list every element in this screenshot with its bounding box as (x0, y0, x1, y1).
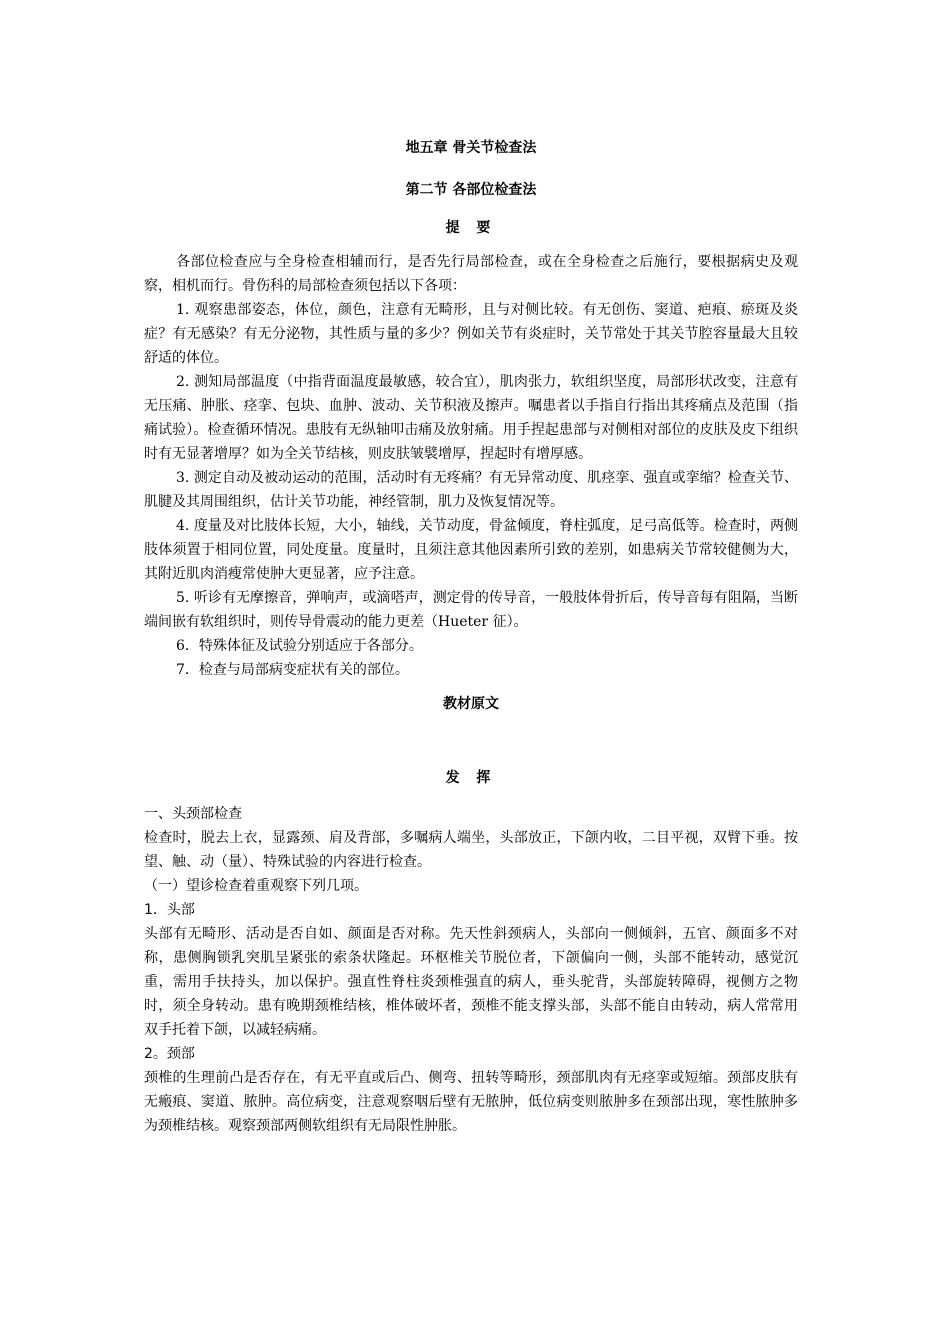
head-paragraph: 头部有无畸形、活动是否自如、颜面是否对称。先天性斜颈病人，头部向一侧倾斜，五官、颜面多不对称，患侧胸锁乳突肌呈紧张的索条状隆起。环枢椎关节脱位者，下颌偏向一侧，头部不能转动，感觉沉重，需用手扶持头，加以保护。强直性脊柱炎颈椎强直的病人，垂头驼背，头部旋转障碍，视侧方之物时，须全身转动。患有晚期颈椎结核，椎体破坏者，颈椎不能支撑头部，头部不能自由转动，病人常常用双手托着下颌，以减轻病痛。 (144, 926, 798, 1038)
summary-intro-paragraph: 各部位检查应与全身检查相辅而行，是否先行局部检查，或在全身检查之后施行，要根据病史及观察，相机而行。骨伤科的局部检查须包括以下各项： (144, 254, 798, 294)
expand-heading: 发 挥 (445, 770, 497, 786)
head-subheading: 1．头部 (144, 902, 195, 918)
head-neck-intro-paragraph: 检查时，脱去上衣，显露颈、肩及背部，多嘱病人端坐，头部放正，下颌内收，二目平视，双臂下垂。按望、触、动（量）、特殊试验的内容进行检查。 (144, 830, 798, 870)
neck-subheading: 2。颈部 (144, 1046, 195, 1062)
chapter-title: 地五章 骨关节检查法 (405, 140, 537, 156)
summary-item: 2. 测知局部温度（中指背面温度最敏感，较合宜），肌肉张力，软组织坚度，局部形状改变，注意有无压痛、肿胀、痉挛、包块、血肿、波动、关节积液及擦声。嘱患者以手指自行指出其疼痛点及范围（指痛试验）。检查循环情况。患肢有无纵轴叩击痛及放射痛。用手捏起患部与对侧相对部位的皮肤及皮下组织时有无显著增厚？如为全关节结核，则皮肤皱襞增厚，捏起时有增厚感。 (144, 374, 798, 462)
neck-paragraph: 颈椎的生理前凸是否存在，有无平直或后凸、侧弯、扭转等畸形，颈部肌肉有无痉挛或短缩。颈部皮肤有无瘢痕、窦道、脓肿。高位病变，注意观察咽后壁有无脓肿，低位病变则脓肿多在颈部出现，寒性脓肿多为颈椎结核。观察颈部两侧软组织有无局限性肿胀。 (144, 1070, 798, 1134)
source-text-heading: 教材原文 (443, 696, 499, 712)
section-title: 第二节 各部位检查法 (405, 182, 537, 198)
head-neck-heading: 一、头颈部检查 (144, 806, 242, 822)
summary-item: 4. 度量及对比肢体长短，大小，轴线，关节动度，骨盆倾度，脊柱弧度，足弓高低等。检查时，两侧肢体须置于相同位置，同处度量。度量时，且须注意其他因素所引致的差别，如患病关节常较健侧为大，其附近肌肉消瘦常使肿大更显著，应予注意。 (144, 518, 798, 582)
summary-item: 5. 听诊有无摩擦音，弹响声，或滴嗒声，测定骨的传导音，一般肢体骨折后，传导音每有阻隔，当断端间嵌有软组织时，则传导骨震动的能力更差（Hueter 征）。 (144, 590, 798, 630)
inspection-heading: （一）望诊检查着重观察下列几项。 (144, 878, 368, 894)
summary-item: 3. 测定自动及被动运动的范围，活动时有无疼痛？有无异常动度、肌痉挛、强直或挛缩？检查关节、肌腱及其周围组织，估计关节功能，神经管制，肌力及恢复情况等。 (144, 470, 798, 510)
summary-item: 6．特殊体征及试验分别适应于各部分。 (176, 638, 423, 654)
document-page (144, 130, 798, 1138)
summary-item: 7．检查与局部病变症状有关的部位。 (176, 662, 409, 678)
summary-item: 1. 观察患部姿态，体位，颜色，注意有无畸形，且与对侧比较。有无创伤、窦道、疤痕、瘀斑及炎症？有无感染？有无分泌物，其性质与量的多少？例如关节有炎症时，关节常处于其关节腔容量最大且较舒适的体位。 (144, 302, 798, 366)
summary-heading: 提 要 (445, 220, 497, 236)
